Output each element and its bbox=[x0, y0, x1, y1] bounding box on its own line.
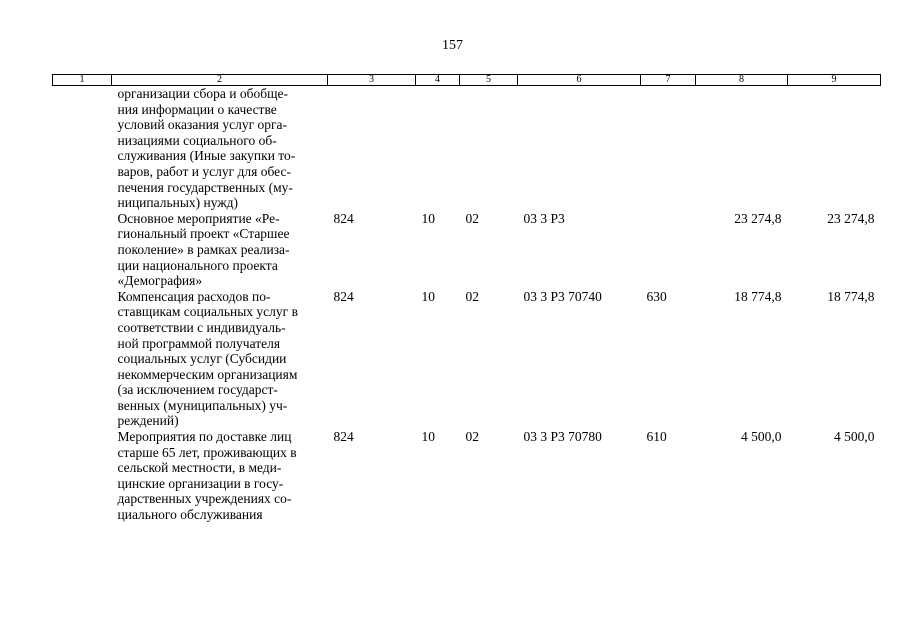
header-col-7: 7 bbox=[641, 75, 696, 86]
header-col-2: 2 bbox=[112, 75, 328, 86]
header-col-6: 6 bbox=[518, 75, 641, 86]
cell-admin-code: 824 bbox=[333, 429, 354, 445]
cell-subsection bbox=[460, 86, 518, 211]
cell-admin-code: 824 bbox=[333, 210, 354, 226]
page-number: 157 bbox=[442, 38, 463, 53]
cell-sum-1: 23 274,8 bbox=[734, 210, 782, 226]
cell-target-article: 03 3 P3 70740 bbox=[523, 288, 602, 304]
cell-sum-2 bbox=[788, 86, 881, 211]
cell-no bbox=[53, 429, 112, 523]
cell-subsection: 02 bbox=[465, 429, 479, 445]
cell-expense-type bbox=[641, 211, 696, 289]
cell-no bbox=[53, 289, 112, 429]
cell-section bbox=[416, 86, 460, 211]
cell-sum-1 bbox=[696, 86, 788, 211]
cell-section: 10 bbox=[421, 429, 435, 445]
cell-no bbox=[53, 86, 112, 211]
cell-target-article: 03 3 P3 70780 bbox=[523, 429, 602, 445]
header-col-1: 1 bbox=[53, 75, 112, 86]
cell-section: 10 bbox=[421, 210, 435, 226]
budget-table bbox=[52, 74, 881, 523]
cell-subsection: 02 bbox=[465, 210, 479, 226]
cell-sum-1: 4 500,0 bbox=[741, 429, 782, 445]
cell-admin-code: 824 bbox=[333, 288, 354, 304]
table-row bbox=[53, 289, 881, 429]
table-row bbox=[53, 211, 881, 289]
cell-expense-type: 630 bbox=[646, 288, 667, 304]
header-col-3: 3 bbox=[328, 75, 416, 86]
table-row bbox=[53, 429, 881, 523]
cell-target-article: 03 3 P3 bbox=[523, 210, 565, 226]
header-col-9: 9 bbox=[788, 75, 881, 86]
cell-name: Основное мероприятие «Ре- гиональный проект «Старшее поколение» в рамках реализа- ции национального проекта «Демография» bbox=[117, 210, 290, 289]
cell-expense-type: 610 bbox=[646, 429, 667, 445]
cell-subsection: 02 bbox=[465, 288, 479, 304]
cell-name: Мероприятия по доставке лиц старше 65 лет, проживающих в сельской местности, в меди- цинские организации в госу- дарственных учреждениях со- циального обслуживания bbox=[117, 429, 297, 523]
header-col-8: 8 bbox=[696, 75, 788, 86]
cell-sum-2: 4 500,0 bbox=[834, 429, 875, 445]
header-col-4: 4 bbox=[416, 75, 460, 86]
cell-target-article bbox=[518, 86, 641, 211]
cell-name: организации сбора и обобще- ния информации о качестве условий оказания услуг орга- низациями социального об- служивания (Иные закупки то- варов, работ и услуг для обес- печения государственных (му- ниципальных) нужд) bbox=[117, 86, 296, 211]
cell-sum-2: 18 774,8 bbox=[827, 288, 875, 304]
cell-sum-1: 18 774,8 bbox=[734, 288, 782, 304]
header-col-5: 5 bbox=[460, 75, 518, 86]
cell-sum-2: 23 274,8 bbox=[827, 210, 875, 226]
cell-admin-code bbox=[328, 86, 416, 211]
cell-section: 10 bbox=[421, 288, 435, 304]
cell-expense-type bbox=[641, 86, 696, 211]
table-row bbox=[53, 86, 881, 211]
cell-name: Компенсация расходов по- ставщикам социальных услуг в соответствии с индивидуаль- ной программой получателя социальных услуг (Субсидии некоммерческим организациям (за исключением государст- венных (муниципальных) уч- реждений) bbox=[117, 288, 298, 429]
table-header-row bbox=[53, 75, 881, 86]
cell-no bbox=[53, 211, 112, 289]
